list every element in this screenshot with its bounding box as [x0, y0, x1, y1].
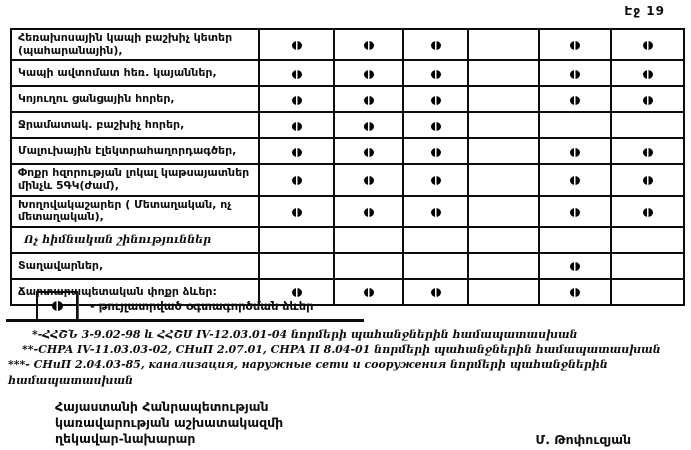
- signature-org: [55, 399, 283, 447]
- usage-cell: [334, 279, 403, 305]
- table-row: [11, 29, 684, 60]
- usage-cell: [468, 29, 539, 60]
- usage-cell: [403, 29, 468, 60]
- permitted-use-dot-icon: [643, 176, 653, 185]
- permitted-use-dot-icon: [364, 122, 374, 131]
- usage-cell: [468, 138, 539, 164]
- permitted-use-dot-icon: [364, 70, 374, 79]
- table-row: [11, 253, 684, 279]
- usage-cell: [334, 253, 403, 279]
- legend-label: - թույլատրված օգտագործման ձևեր: [90, 299, 314, 313]
- usage-cell: [334, 29, 403, 60]
- row-label: Ճարտարապետական փոքր ձևեր:: [11, 279, 259, 305]
- usage-cell: [611, 112, 684, 138]
- permitted-use-dot-icon: [431, 208, 441, 217]
- legend-symbol-box: [36, 291, 78, 321]
- permitted-use-dot-icon: [570, 262, 580, 271]
- permitted-use-dot-icon: [570, 288, 580, 297]
- signature-org-line: Հայաստանի Հանրապետության: [55, 399, 269, 414]
- row-label: Ջրամատակ. բաշխիչ հորեր,: [11, 112, 259, 138]
- usage-cell: [539, 138, 611, 164]
- permitted-use-dot-icon: [431, 96, 441, 105]
- usage-cell: [468, 196, 539, 227]
- usage-cell: [539, 60, 611, 86]
- permitted-use-dot-icon: [431, 288, 441, 297]
- permitted-use-dot-icon: [364, 96, 374, 105]
- footnote: *-ՀՀՇՆ 3-9.02-98 և ՀՀՇՍ IV-12.03.01-04 նորմերի պահանջներին համապատասխան: [32, 328, 578, 341]
- permitted-use-dot-icon: [570, 208, 580, 217]
- footnote: ***- СНиП 2.04.03-85, канализация, наружные сети и сооружения նորմերի պահանջներին համապատասխան: [8, 358, 608, 387]
- usage-cell: [539, 164, 611, 195]
- row-label: Մալուխային էլեկտրահաղորդագծեր,: [11, 138, 259, 164]
- usage-cell: [403, 227, 468, 253]
- signature-org-line: ղեկավար-նախարար: [55, 431, 196, 446]
- permitted-use-dot-icon: [643, 208, 653, 217]
- usage-cell: [611, 138, 684, 164]
- permitted-use-dot-icon: [431, 41, 441, 50]
- permitted-use-dot-icon: [570, 148, 580, 157]
- usage-cell: [611, 164, 684, 195]
- usage-cell: [611, 253, 684, 279]
- permitted-use-dot-icon: [364, 41, 374, 50]
- separator-rule: [6, 319, 364, 322]
- usage-cell: [468, 227, 539, 253]
- permitted-use-dot-icon: [570, 41, 580, 50]
- usage-cell: [403, 164, 468, 195]
- row-label: Կապի ավտոմատ հեռ. կայաններ,: [11, 60, 259, 86]
- permitted-use-dot-icon: [643, 148, 653, 157]
- usage-cell: [334, 227, 403, 253]
- usage-cell: [403, 60, 468, 86]
- row-label: Փոքր հզորության լոկալ կաթսայատներ մինչև 5ԳԿ(ժամ),: [11, 164, 259, 195]
- usage-cell: [259, 227, 334, 253]
- usage-cell: [259, 164, 334, 195]
- usage-cell: [611, 60, 684, 86]
- permitted-use-dot-icon: [364, 176, 374, 185]
- permitted-use-dot-icon: [431, 122, 441, 131]
- usage-cell: [468, 60, 539, 86]
- permitted-use-dot-icon: [292, 122, 302, 131]
- usage-cell: [468, 112, 539, 138]
- usage-cell: [539, 196, 611, 227]
- usage-cell: [468, 253, 539, 279]
- permitted-use-dot-icon: [643, 41, 653, 50]
- permitted-use-dot-icon: [431, 70, 441, 79]
- page-number: Էջ 19: [624, 4, 665, 18]
- table-row: [11, 112, 684, 138]
- permitted-use-dot-icon: [292, 70, 302, 79]
- table-row: [11, 227, 684, 253]
- usage-cell: [468, 164, 539, 195]
- usage-cell: [403, 253, 468, 279]
- permitted-use-dot-icon: [570, 96, 580, 105]
- usage-cell: [468, 279, 539, 305]
- permitted-use-dot-icon: [292, 41, 302, 50]
- usage-cell: [259, 196, 334, 227]
- usage-cell: [468, 86, 539, 112]
- footnote: **-CHPA IV-11.03.03-02, СНиП 2.07.01, CHPA II 8.04-01 նորմերի պահանջներին համապատասխան: [22, 343, 661, 357]
- usage-cell: [403, 196, 468, 227]
- permitted-use-dot-icon: [292, 208, 302, 217]
- table-row: [11, 164, 684, 195]
- filled-circle-icon: [52, 301, 63, 311]
- permitted-use-dot-icon: [292, 148, 302, 157]
- usage-cell: [334, 86, 403, 112]
- usage-cell: [334, 196, 403, 227]
- signature-org-line: կառավարության աշխատակազմի: [55, 415, 284, 430]
- row-label: Ոչ հիմնական շինություններ: [11, 227, 259, 253]
- table-row: [11, 60, 684, 86]
- usage-cell: [334, 138, 403, 164]
- usage-cell: [611, 86, 684, 112]
- usage-cell: [259, 29, 334, 60]
- permitted-use-dot-icon: [292, 96, 302, 105]
- permitted-use-dot-icon: [364, 208, 374, 217]
- usage-cell: [403, 138, 468, 164]
- usage-cell: [259, 112, 334, 138]
- row-label: Կոյուղու ցանցային հորեր,: [11, 86, 259, 112]
- usage-cell: [334, 112, 403, 138]
- footnotes: [8, 327, 684, 388]
- signature-name: Մ. Թոփուզյան: [535, 432, 631, 447]
- row-label: Տաղավարներ,: [11, 253, 259, 279]
- permitted-use-dot-icon: [643, 70, 653, 79]
- usage-cell: [539, 253, 611, 279]
- usage-cell: [403, 279, 468, 305]
- usage-cell: [259, 60, 334, 86]
- table-row: [11, 86, 684, 112]
- usage-cell: [259, 138, 334, 164]
- usage-cell: [539, 279, 611, 305]
- permitted-use-table: [10, 28, 685, 306]
- table-row: [11, 196, 684, 227]
- permitted-use-dot-icon: [364, 148, 374, 157]
- usage-cell: [403, 112, 468, 138]
- usage-cell: [403, 86, 468, 112]
- permitted-use-dot-icon: [292, 176, 302, 185]
- permitted-use-dot-icon: [431, 148, 441, 157]
- permitted-use-dot-icon: [570, 176, 580, 185]
- signature-block: [55, 399, 631, 447]
- permitted-use-dot-icon: [643, 96, 653, 105]
- permitted-use-dot-icon: [570, 70, 580, 79]
- usage-cell: [259, 86, 334, 112]
- usage-cell: [259, 253, 334, 279]
- usage-cell: [611, 227, 684, 253]
- usage-cell: [539, 86, 611, 112]
- usage-cell: [611, 196, 684, 227]
- usage-cell: [539, 227, 611, 253]
- usage-cell: [539, 29, 611, 60]
- usage-cell: [539, 112, 611, 138]
- permitted-use-dot-icon: [431, 176, 441, 185]
- usage-cell: [334, 164, 403, 195]
- usage-cell: [334, 60, 403, 86]
- permitted-use-dot-icon: [364, 288, 374, 297]
- row-label: Հեռախոսային կապի բաշխիչ կետեր (պահարանային),: [11, 29, 259, 60]
- table-row: [11, 138, 684, 164]
- usage-cell: [611, 29, 684, 60]
- legend: [36, 291, 314, 321]
- usage-cell: [611, 279, 684, 305]
- row-label: Խողովակաշարեր ( Մետաղական, ոչ մետաղական),: [11, 196, 259, 227]
